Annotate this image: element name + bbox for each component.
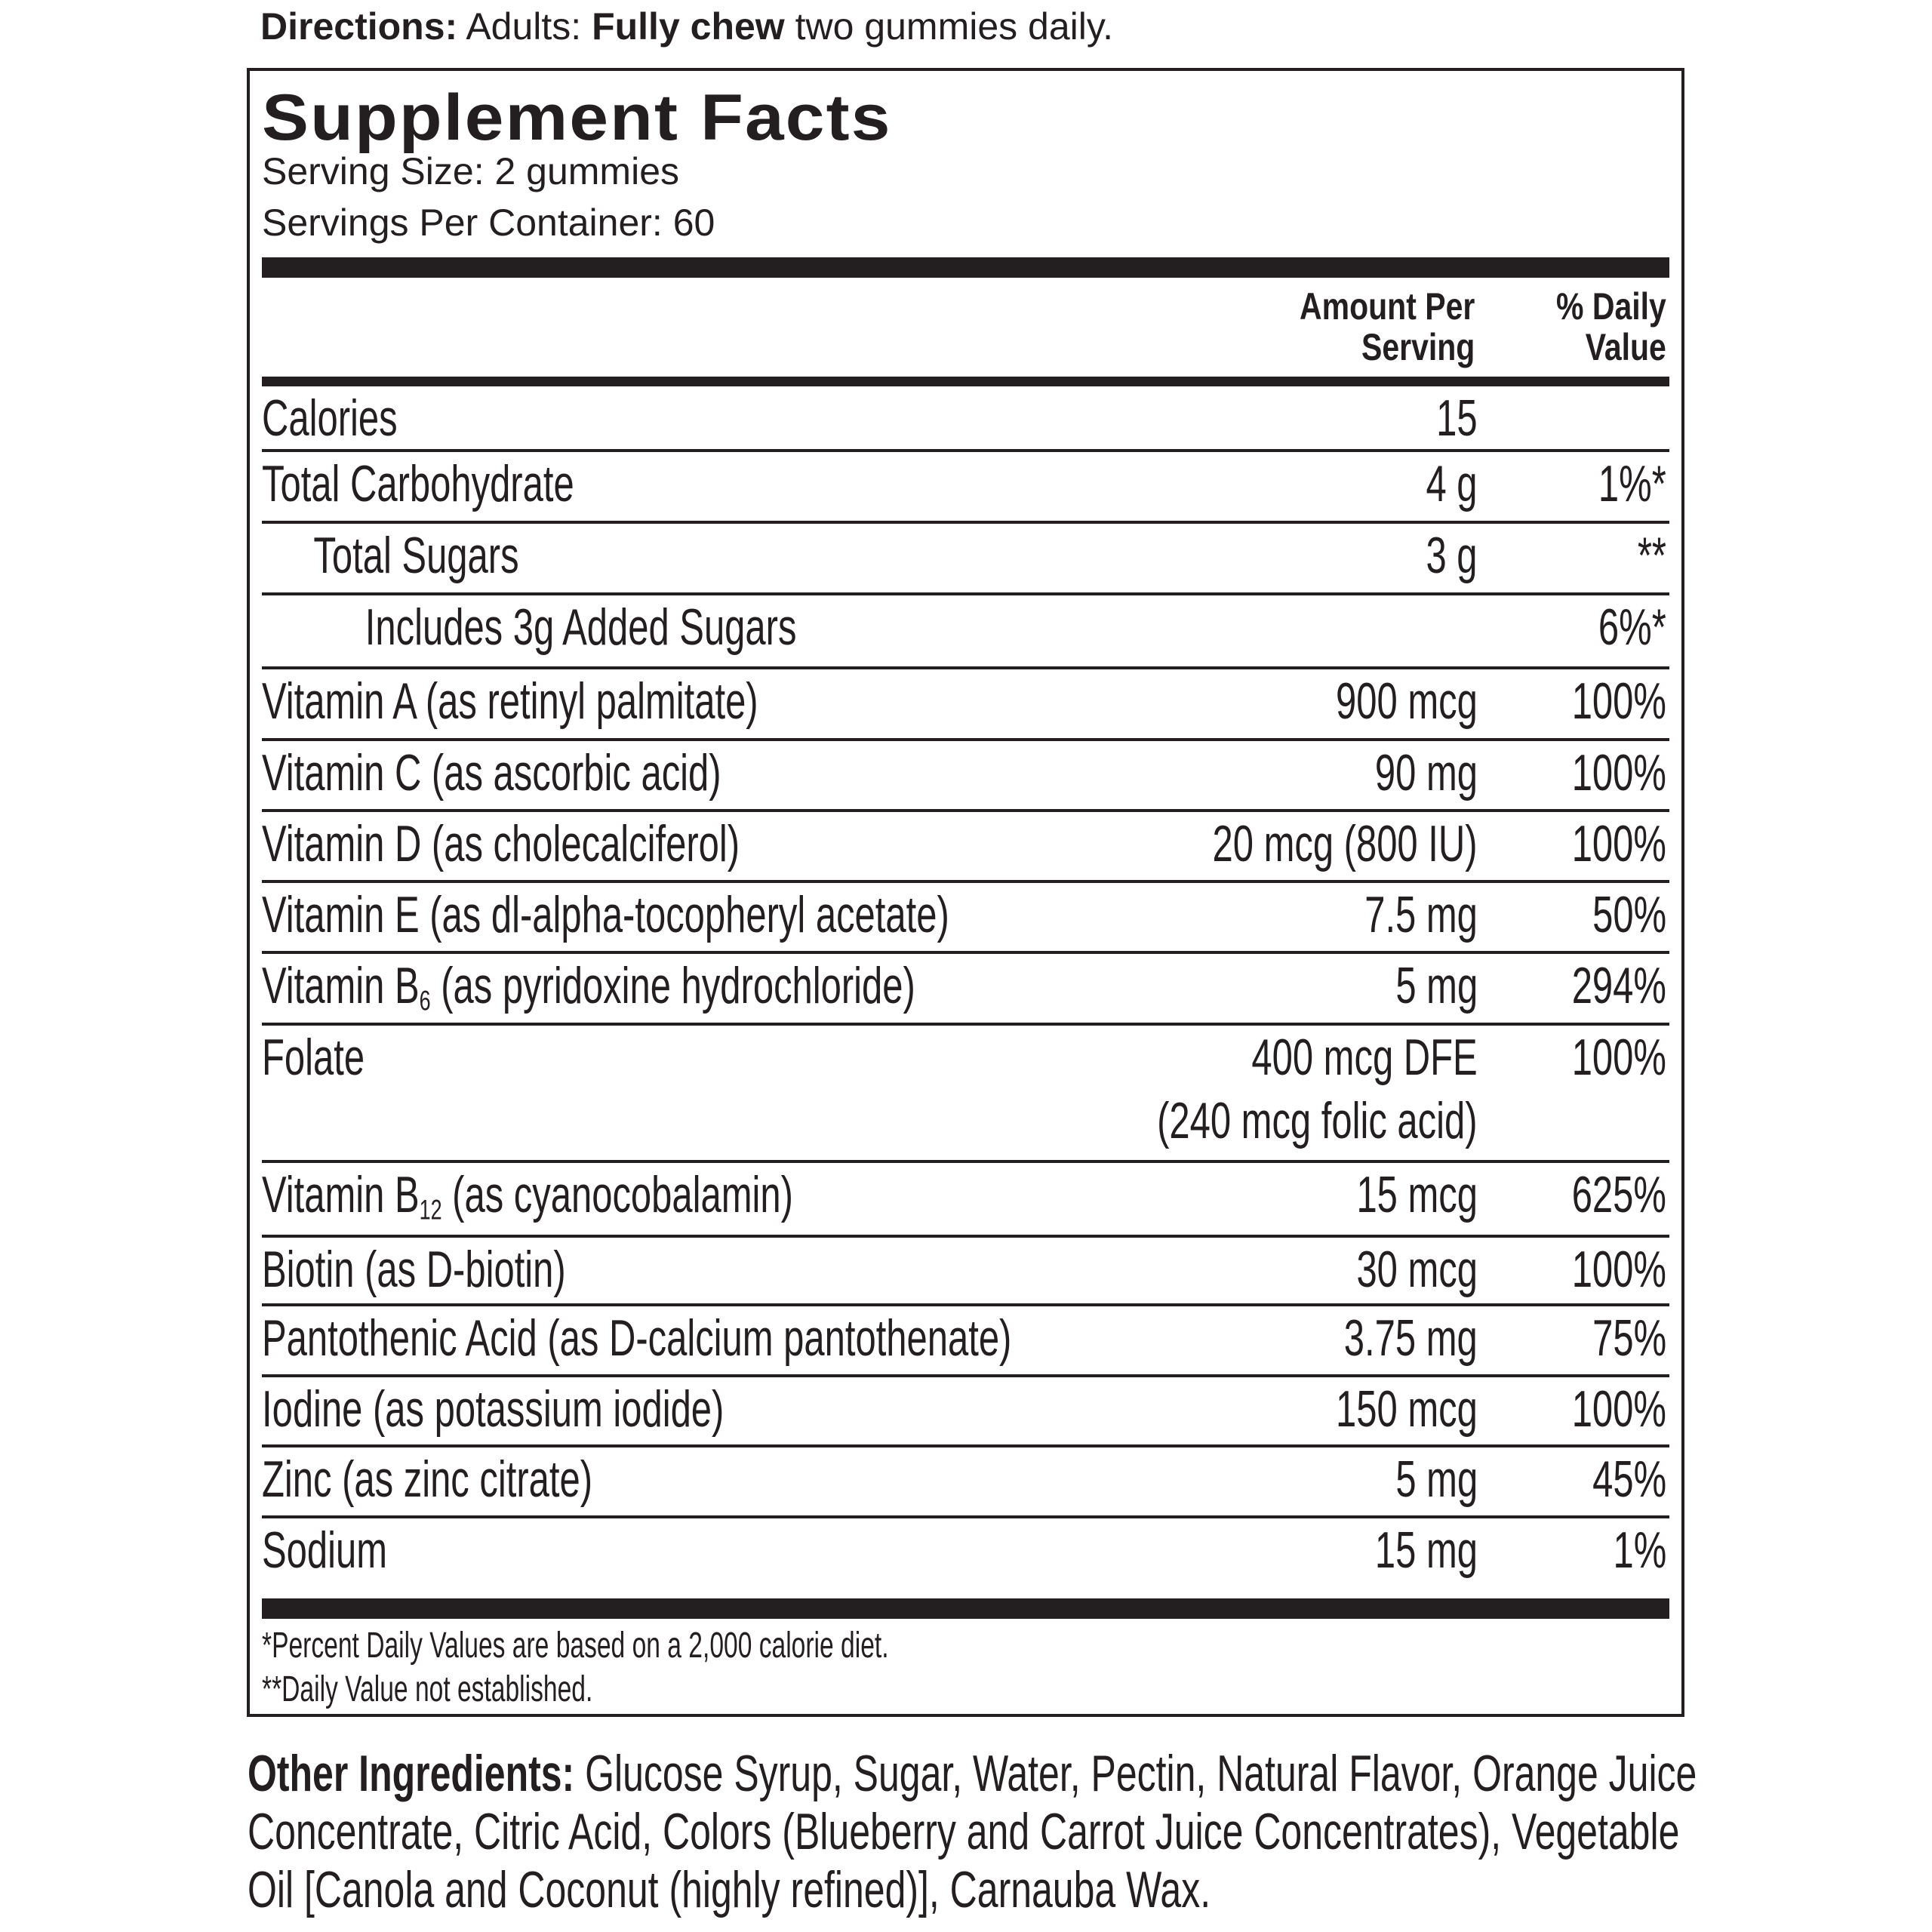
nutrient-name-text: Total Carbohydrate xyxy=(262,455,574,512)
table-row xyxy=(262,595,1669,669)
table-row xyxy=(262,1377,1669,1447)
table-row xyxy=(262,1238,1669,1306)
table-row xyxy=(262,1163,1669,1238)
other-ingredients-text: Glucose Syrup, Sugar, Water, Pectin, Natural Flavor, Orange Juice Concentrate, Citric Acid, Colors (Blueberry and Carrot Juice Concentrates), Vegetable Oil [Canola and Coconut (highly refined)], Carnauba Wax. xyxy=(248,1745,1697,1918)
directions-emphasis: Fully chew xyxy=(592,5,785,48)
amount-per-serving: 30 mcg xyxy=(1356,1241,1478,1298)
amount-per-serving: 3.75 mg xyxy=(1344,1309,1478,1367)
nutrient-name xyxy=(262,1447,592,1511)
daily-value: 100% xyxy=(1571,1380,1666,1438)
thick-divider xyxy=(262,257,1669,278)
amount-per-serving: 3 g xyxy=(1426,527,1478,584)
table-row xyxy=(262,1026,1669,1163)
table-row xyxy=(262,1447,1669,1518)
nutrient-name-text: Vitamin E (as dl-alpha-tocopheryl acetate) xyxy=(262,886,949,943)
nutrient-name-text: Zinc (as zinc citrate) xyxy=(262,1451,593,1508)
nutrient-name-text: Vitamin D (as cholecalciferol) xyxy=(262,815,740,872)
directions xyxy=(260,2,1113,51)
header-divider xyxy=(262,377,1669,386)
other-ingredients xyxy=(248,1745,1712,1919)
daily-value: 100% xyxy=(1571,744,1666,801)
table-row xyxy=(262,452,1669,524)
table-row xyxy=(262,669,1669,741)
daily-value: 294% xyxy=(1571,957,1666,1014)
nutrient-name-rest: (as cyanocobalamin) xyxy=(441,1166,793,1223)
table-row xyxy=(262,1306,1669,1377)
table-row xyxy=(262,883,1669,954)
amount-per-serving: 5 mg xyxy=(1395,957,1478,1014)
supplement-facts-panel xyxy=(247,68,1684,1717)
directions-text: two gummies daily. xyxy=(795,5,1114,48)
amount-per-serving-detail: (240 mcg folic acid) xyxy=(1157,1092,1478,1149)
dv-header-line2: Value xyxy=(1585,326,1666,368)
nutrient-name xyxy=(262,452,574,515)
daily-value: 100% xyxy=(1571,672,1666,730)
nutrient-name-text: Folate xyxy=(262,1029,365,1086)
footnotes xyxy=(262,1624,889,1712)
amount-per-serving: 15 xyxy=(1436,389,1478,447)
nutrient-subscript: 6 xyxy=(419,984,431,1017)
daily-value: 625% xyxy=(1571,1166,1666,1223)
table-row xyxy=(262,741,1669,812)
footnote: *Percent Daily Values are based on a 2,000 calorie diet. xyxy=(262,1626,889,1666)
nutrient-name xyxy=(262,883,949,946)
nutrient-name-text: Vitamin B xyxy=(262,1166,420,1223)
nutrient-name-text: Iodine (as potassium iodide) xyxy=(262,1380,724,1438)
nutrient-name-text: Vitamin C (as ascorbic acid) xyxy=(262,744,721,801)
directions-label: Directions: xyxy=(260,5,458,48)
nutrient-name-text: Total Sugars xyxy=(313,527,519,584)
thick-divider-bottom xyxy=(262,1598,1669,1619)
serving-size: Serving Size: 2 gummies xyxy=(262,150,680,192)
daily-value: 100% xyxy=(1571,1029,1666,1086)
nutrient-name xyxy=(262,741,721,804)
nutrient-name-text: Vitamin B xyxy=(262,957,420,1014)
daily-value: 100% xyxy=(1571,815,1666,872)
amount-per-serving: 150 mcg xyxy=(1336,1380,1478,1438)
amount-per-serving: 15 mg xyxy=(1374,1521,1478,1579)
table-row xyxy=(262,524,1669,595)
nutrient-name xyxy=(262,1163,793,1226)
nutrient-name-text: Sodium xyxy=(262,1521,388,1579)
amount-per-serving: 400 mcg DFE xyxy=(1251,1029,1478,1086)
daily-value: 1% xyxy=(1613,1521,1666,1579)
nutrient-name xyxy=(262,1026,365,1089)
nutrient-name xyxy=(262,386,398,450)
amount-per-serving: 900 mcg xyxy=(1336,672,1478,730)
nutrient-name xyxy=(262,595,796,659)
nutrient-name xyxy=(262,812,740,875)
amount-per-serving: 20 mcg (800 IU) xyxy=(1212,815,1478,872)
nutrient-name-rest: (as pyridoxine hydrochloride) xyxy=(430,957,915,1014)
amount-per-serving: 5 mg xyxy=(1395,1451,1478,1508)
daily-value: ** xyxy=(1637,527,1666,584)
daily-value: 6%* xyxy=(1598,598,1666,656)
footnote: **Daily Value not established. xyxy=(262,1669,593,1709)
amount-per-serving: 4 g xyxy=(1426,455,1478,512)
table-row xyxy=(262,954,1669,1026)
nutrient-name xyxy=(262,954,915,1017)
daily-value: 100% xyxy=(1571,1241,1666,1298)
amount-per-serving-header xyxy=(1300,286,1475,368)
nutrient-table xyxy=(262,386,1669,1586)
amount-header-line2: Serving xyxy=(1361,326,1475,368)
amount-per-serving: 7.5 mg xyxy=(1364,886,1478,943)
nutrient-name xyxy=(262,669,758,733)
nutrient-name xyxy=(262,1377,724,1441)
nutrient-subscript: 12 xyxy=(419,1193,442,1226)
amount-per-serving: 90 mg xyxy=(1374,744,1478,801)
amount-per-serving: 15 mcg xyxy=(1356,1166,1478,1223)
other-ingredients-label: Other Ingredients: xyxy=(248,1745,575,1802)
daily-value: 75% xyxy=(1592,1309,1666,1367)
nutrient-name-text: Vitamin A (as retinyl palmitate) xyxy=(262,672,758,730)
amount-header-line1: Amount Per xyxy=(1299,285,1475,328)
table-row xyxy=(262,1518,1669,1586)
daily-value: 50% xyxy=(1592,886,1666,943)
directions-audience: Adults: xyxy=(466,5,582,48)
nutrient-name-text: Includes 3g Added Sugars xyxy=(365,598,797,656)
nutrient-name xyxy=(262,1306,1011,1370)
nutrient-name-text: Pantothenic Acid (as D-calcium pantothenate) xyxy=(262,1309,1012,1367)
servings-per-container: Servings Per Container: 60 xyxy=(262,202,715,244)
nutrient-name xyxy=(262,1518,387,1582)
table-row xyxy=(262,386,1669,452)
table-row xyxy=(262,812,1669,883)
daily-value: 45% xyxy=(1592,1451,1666,1508)
daily-value-header xyxy=(1556,286,1666,368)
nutrient-name xyxy=(262,1238,566,1301)
nutrient-name-text: Calories xyxy=(262,389,398,447)
dv-header-line1: % Daily xyxy=(1556,285,1666,328)
nutrient-name xyxy=(262,524,519,587)
nutrient-name-text: Biotin (as D-biotin) xyxy=(262,1241,566,1298)
daily-value: 1%* xyxy=(1598,455,1666,512)
panel-title: Supplement Facts xyxy=(262,82,892,154)
